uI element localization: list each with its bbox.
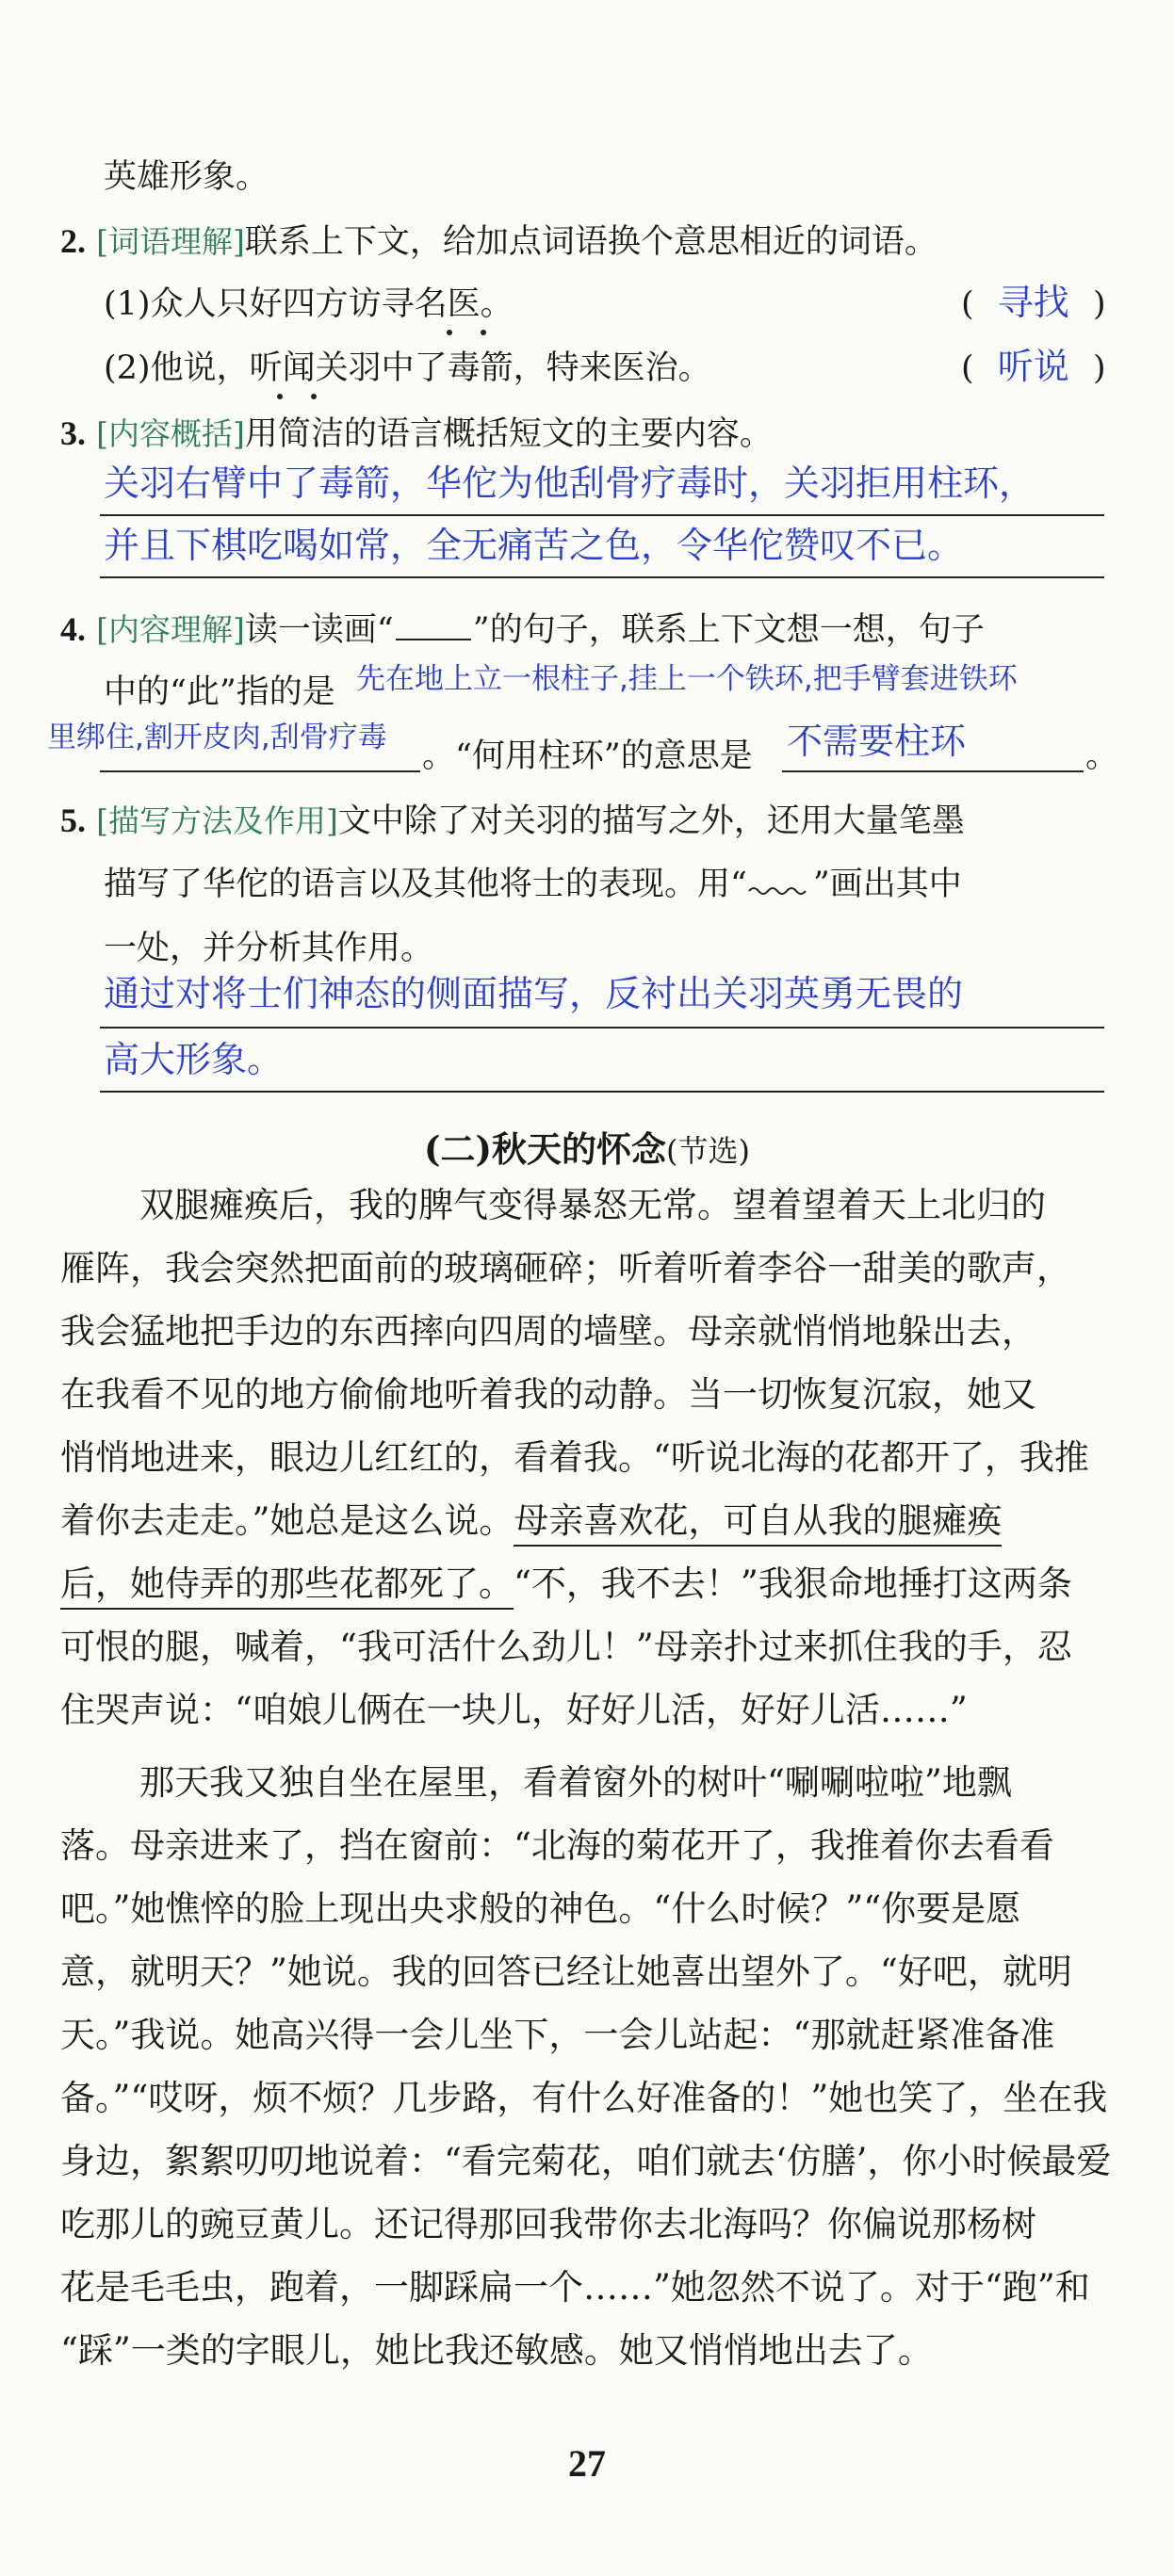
answer-text: 听说 bbox=[997, 346, 1069, 387]
passage-line: 意，就明天？”她说。我的回答已经让她喜出望外了。“好吧，就明 bbox=[60, 1952, 1072, 1992]
question-4: 4. [内容理解]读一读画“ ”的句子，联系上下文想一想，句子 bbox=[60, 610, 985, 649]
q3-answer-line-2: 并且下棋吃喝如常，全无痛苦之色，令华佗赞叹不已。 bbox=[104, 525, 964, 566]
wavy-underline-icon bbox=[747, 867, 813, 895]
q4-answer-part-1: 先在地上立一根柱子,挂上一个铁环,把手臂套进铁环 bbox=[356, 662, 1018, 696]
q1-tail: 英雄形象。 bbox=[104, 158, 269, 196]
question-number: 2. bbox=[60, 222, 86, 260]
section-title: (二)秋天的怀念(节选) bbox=[424, 1128, 750, 1170]
question-tag: [内容概括] bbox=[96, 415, 245, 452]
answer-rule bbox=[100, 514, 1104, 516]
emphasis-dot bbox=[311, 394, 317, 399]
q5-line-3: 一处，并分析其作用。 bbox=[104, 930, 434, 967]
question-number: 3. bbox=[60, 414, 86, 452]
q2-item-2: (2)他说，听闻关羽中了毒箭，特来医治。 bbox=[104, 349, 711, 387]
q3-answer-line-1: 关羽右臂中了毒箭，华佗为他刮骨疗毒时，关羽拒用柱环， bbox=[104, 462, 1035, 504]
passage-line: 吧。”她憔悴的脸上现出央求般的神色。“什么时候？”“你要是愿 bbox=[60, 1888, 1021, 1929]
passage-line: “踩”一类的字眼儿，她比我还敏感。她又悄悄地出去了。 bbox=[60, 2330, 933, 2371]
page-number: 27 bbox=[568, 2442, 606, 2485]
passage-line: 我会猛地把手边的东西摔向四周的墙壁。母亲就悄悄地躲出去， bbox=[60, 1311, 1036, 1352]
question-prompt: 联系上下文，给加点词语换个意思相近的词语。 bbox=[244, 223, 938, 261]
passage-line: 身边，絮絮叨叨地说着：“看完菊花，咱们就去‘仿膳’，你小时候最爱 bbox=[60, 2141, 1112, 2181]
question-2 bbox=[60, 219, 938, 264]
passage-line: 后，她侍弄的那些花都死了。“不，我不去！”我狠命地捶打这两条 bbox=[60, 1563, 1072, 1606]
question-number: 5. bbox=[60, 802, 86, 839]
question-tag: [描写方法及作用] bbox=[96, 802, 338, 839]
q4-line-3-end: 。 bbox=[1085, 737, 1119, 775]
question-tag: [内容理解] bbox=[96, 611, 245, 648]
underline-blank bbox=[396, 610, 471, 640]
passage-line: 天。”我说。她高兴得一会儿坐下，一会儿站起：“那就赶紧准备准 bbox=[60, 2015, 1055, 2055]
passage-line: 那天我又独自坐在屋里，看着窗外的树叶“唰唰啦啦”地飘 bbox=[139, 1762, 1012, 1803]
passage-line: 雁阵，我会突然把面前的玻璃砸碎；听着听着李谷一甜美的歌声， bbox=[60, 1248, 1071, 1288]
answer-rule bbox=[782, 770, 1084, 772]
q4-line-3: 。“何用柱环”的意思是 bbox=[422, 737, 753, 775]
emphasis-dot bbox=[277, 394, 283, 399]
underlined-sentence: 后，她侍弄的那些花都死了。 bbox=[60, 1563, 514, 1610]
passage-line: 着你去走走。”她总是这么说。母亲喜欢花，可自从我的腿瘫痪 bbox=[60, 1499, 1002, 1543]
passage-line: 悄悄地进来，眼边儿红红的，看着我。“听说北海的花都开了，我推 bbox=[60, 1437, 1089, 1478]
passage-line: 备。”“哎呀，烦不烦？几步路，有什么好准备的！”她也笑了，坐在我 bbox=[60, 2078, 1108, 2118]
underlined-sentence: 母亲喜欢花，可自从我的腿瘫痪 bbox=[514, 1500, 1002, 1547]
q2-item-1: (1)众人只好四方访寻名医。 bbox=[104, 285, 514, 323]
answer-rule bbox=[100, 770, 420, 772]
question-3 bbox=[60, 412, 773, 456]
answer-text: 寻找 bbox=[997, 282, 1069, 323]
q4-answer-2: 不需要柱环 bbox=[787, 721, 967, 762]
question-number: 4. bbox=[60, 610, 86, 648]
question-prompt: 用简洁的语言概括短文的主要内容。 bbox=[244, 415, 773, 453]
q2-item-1-answer-box: ( 寻找 ) bbox=[961, 282, 1106, 323]
question-5: 5. [描写方法及作用]文中除了对关羽的描写之外，还用大量笔墨 bbox=[60, 802, 965, 840]
q4-line-2: 中的“此”指的是 bbox=[104, 673, 335, 711]
question-tag: [词语理解] bbox=[96, 223, 245, 260]
q5-answer-line-2: 高大形象。 bbox=[104, 1039, 284, 1080]
q5-answer-line-1: 通过对将士们神态的侧面描写，反衬出关羽英勇无畏的 bbox=[104, 973, 964, 1014]
answer-rule bbox=[100, 1027, 1104, 1029]
answer-rule bbox=[100, 576, 1104, 578]
passage-line: 落。母亲进来了，挡在窗前：“北海的菊花开了，我推着你去看看 bbox=[60, 1825, 1054, 1866]
emphasis-dot bbox=[481, 330, 486, 335]
passage-line: 在我看不见的地方偷偷地听着我的动静。当一切恢复沉寂，她又 bbox=[60, 1374, 1036, 1415]
passage-line: 可恨的腿，喊着，“我可活什么劲儿！”母亲扑过来抓住我的手，忍 bbox=[60, 1627, 1072, 1667]
q5-line-2: 描写了华佗的语言以及其他将士的表现。用“ ”画出其中 bbox=[104, 866, 962, 903]
answer-rule bbox=[100, 1091, 1104, 1093]
q4-answer-part-2: 里绑住,割开皮肉,刮骨疗毒 bbox=[47, 721, 387, 754]
passage-line: 吃那儿的豌豆黄儿。还记得那回我带你去北海吗？你偏说那杨树 bbox=[60, 2204, 1036, 2244]
q2-item-2-answer-box: ( 听说 ) bbox=[961, 346, 1106, 387]
passage-line: 双腿瘫痪后，我的脾气变得暴怒无常。望着望着天上北归的 bbox=[139, 1185, 1046, 1225]
passage-line: 住哭声说：“咱娘儿俩在一块儿，好好儿活，好好儿活……” bbox=[60, 1690, 968, 1730]
passage-line: 花是毛毛虫，跑着，一脚踩扁一个……”她忽然不说了。对于“跑”和 bbox=[60, 2267, 1090, 2308]
emphasis-dot bbox=[447, 330, 452, 335]
